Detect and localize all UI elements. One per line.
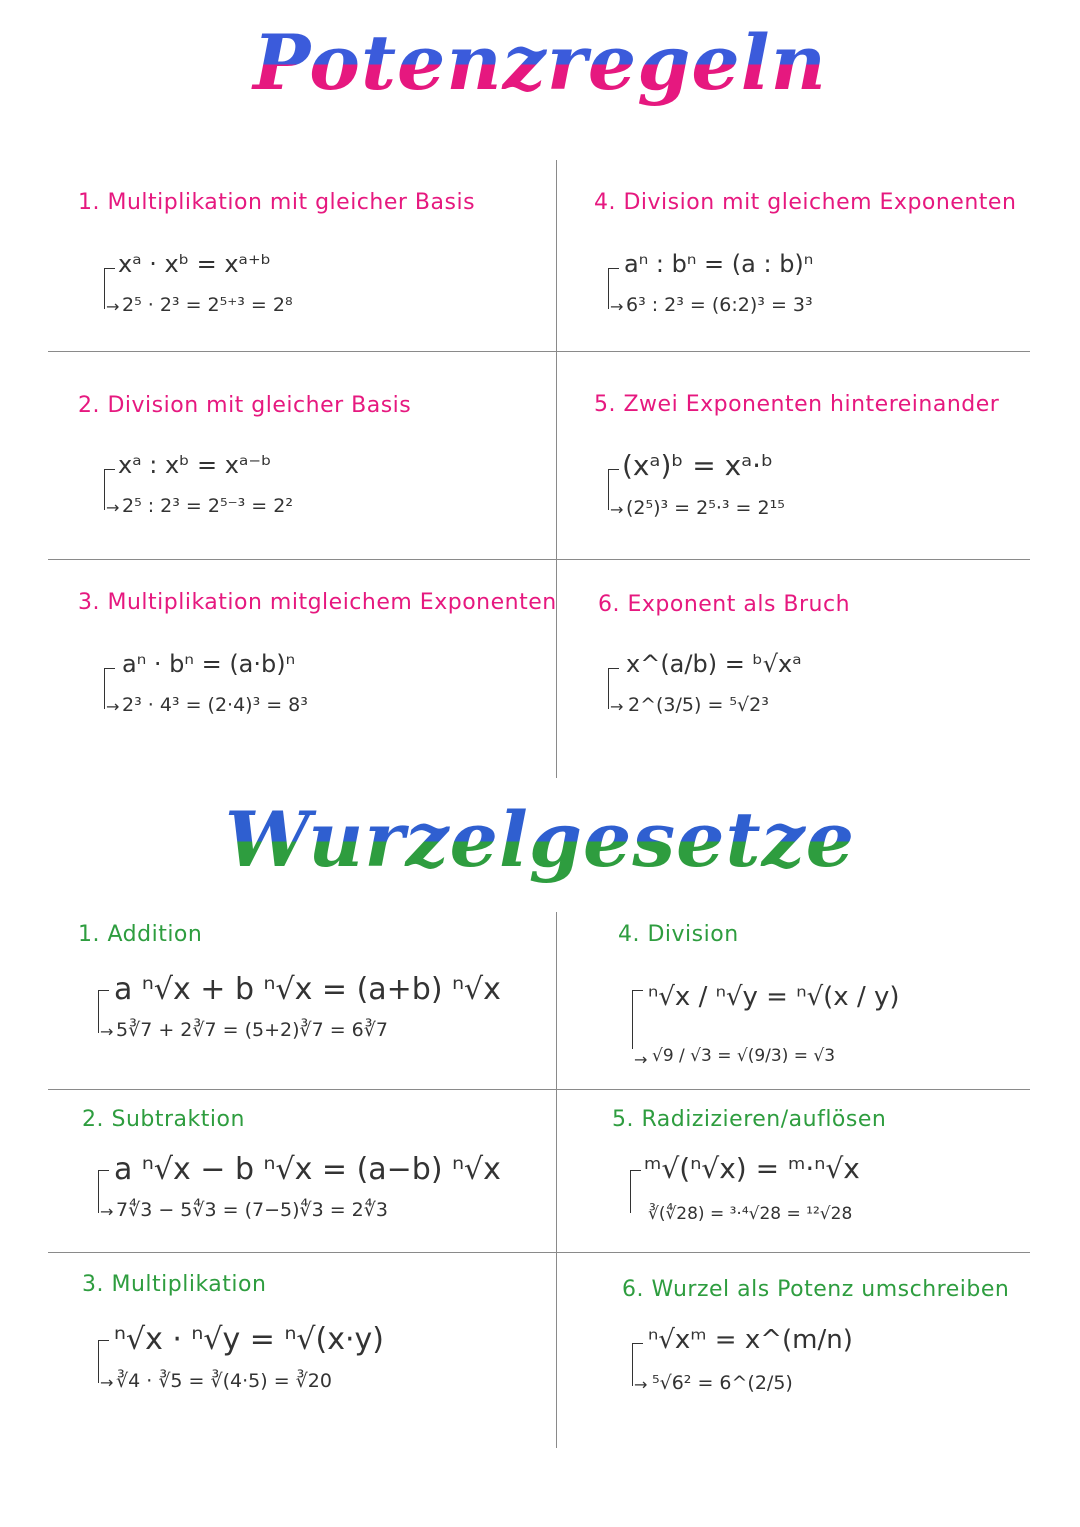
divider-row-3 — [48, 1089, 1030, 1090]
wurzel-rule-2-example: 7∜3 − 5∜3 = (7−5)∜3 = 2∜3 — [116, 1199, 388, 1221]
bracket — [632, 990, 643, 1049]
potenz-rule-4-heading: 4. Division mit gleichem Exponenten — [594, 190, 1017, 215]
potenz-rule-2-formula: xᵃ : xᵇ = xᵃ⁻ᵇ — [118, 451, 272, 479]
wurzel-rule-1-formula: a ⁿ√x + b ⁿ√x = (a+b) ⁿ√x — [114, 972, 501, 1007]
wurzel-rule-6-heading: 6. Wurzel als Potenz umschreiben — [622, 1277, 1010, 1302]
potenz-rule-1-example: 2⁵ · 2³ = 2⁵⁺³ = 2⁸ — [122, 294, 293, 316]
potenz-rule-3-formula: aⁿ · bⁿ = (a·b)ⁿ — [122, 650, 296, 678]
arrow-icon: → — [610, 297, 624, 316]
arrow-icon: → — [100, 1022, 114, 1041]
wurzel-rule-6-formula: ⁿ√xᵐ = x^(m/n) — [648, 1325, 853, 1355]
potenz-rule-3-example: 2³ · 4³ = (2·4)³ = 8³ — [122, 694, 308, 716]
bracket — [630, 1170, 641, 1213]
arrow-icon: → — [634, 1050, 648, 1069]
wurzel-rule-4-formula: ⁿ√x / ⁿ√y = ⁿ√(x / y) — [648, 982, 900, 1012]
arrow-icon: → — [634, 1375, 648, 1394]
arrow-icon: → — [610, 500, 624, 519]
wurzel-rule-5-heading: 5. Radizizieren/auflösen — [612, 1107, 887, 1132]
wurzel-rule-3-heading: 3. Multiplikation — [82, 1272, 267, 1297]
arrow-icon: → — [106, 498, 120, 517]
potenz-rule-3-heading: 3. Multiplikation mitgleichem Exponenten — [78, 590, 557, 615]
wurzel-rule-1-heading: 1. Addition — [78, 922, 203, 947]
potenz-rule-6-formula: x^(a/b) = ᵇ√xᵃ — [626, 650, 802, 678]
potenz-rule-4-example: 6³ : 2³ = (6:2)³ = 3³ — [626, 294, 813, 316]
divider-row-1 — [48, 351, 1030, 352]
potenz-rule-4-formula: aⁿ : bⁿ = (a : b)ⁿ — [624, 250, 814, 278]
wurzel-rule-2-heading: 2. Subtraktion — [82, 1107, 245, 1132]
title-wurzelgesetze: Wurzelgesetze — [0, 795, 1080, 884]
potenz-rule-6-example: 2^(3/5) = ⁵√2³ — [628, 694, 769, 716]
wurzel-rule-3-example: ∛4 · ∛5 = ∛(4·5) = ∛20 — [116, 1370, 332, 1392]
potenz-rule-1-heading: 1. Multiplikation mit gleicher Basis — [78, 190, 476, 215]
wurzel-rule-3-formula: ⁿ√x · ⁿ√y = ⁿ√(x·y) — [114, 1322, 384, 1357]
wurzel-rule-1-example: 5∛7 + 2∛7 = (5+2)∛7 = 6∛7 — [116, 1019, 388, 1041]
divider-row-2 — [48, 559, 1030, 560]
potenz-rule-5-heading: 5. Zwei Exponenten hintereinander — [594, 392, 1000, 417]
arrow-icon: → — [610, 697, 624, 716]
wurzel-rule-2-formula: a ⁿ√x − b ⁿ√x = (a−b) ⁿ√x — [114, 1152, 501, 1187]
potenz-rule-5-formula: (xᵃ)ᵇ = xᵃ·ᵇ — [622, 449, 774, 482]
wurzel-rule-6-example: ⁵√6² = 6^(2/5) — [652, 1372, 793, 1394]
arrow-icon: → — [106, 297, 120, 316]
potenz-rule-6-heading: 6. Exponent als Bruch — [598, 592, 851, 617]
arrow-icon: → — [106, 697, 120, 716]
wurzel-rule-4-example: √9 / √3 = √(9/3) = √3 — [652, 1046, 836, 1066]
divider-vertical-potenz — [556, 160, 557, 778]
title-potenzregeln: Potenzregeln — [0, 18, 1080, 107]
arrow-icon: → — [100, 1202, 114, 1221]
potenz-rule-5-example: (2⁵)³ = 2⁵·³ = 2¹⁵ — [626, 497, 785, 519]
wurzel-rule-5-example: ∛(∜28) = ³·⁴√28 = ¹²√28 — [648, 1204, 853, 1224]
arrow-icon: → — [100, 1373, 114, 1392]
wurzel-rule-5-formula: ᵐ√(ⁿ√x) = ᵐ·ⁿ√x — [644, 1152, 860, 1185]
potenz-rule-1-formula: xᵃ · xᵇ = xᵃ⁺ᵇ — [118, 250, 271, 278]
divider-vertical-wurzel — [556, 912, 557, 1448]
divider-row-4 — [48, 1252, 1030, 1253]
potenz-rule-2-example: 2⁵ : 2³ = 2⁵⁻³ = 2² — [122, 495, 293, 517]
potenz-rule-2-heading: 2. Division mit gleicher Basis — [78, 393, 412, 418]
wurzel-rule-4-heading: 4. Division — [618, 922, 739, 947]
